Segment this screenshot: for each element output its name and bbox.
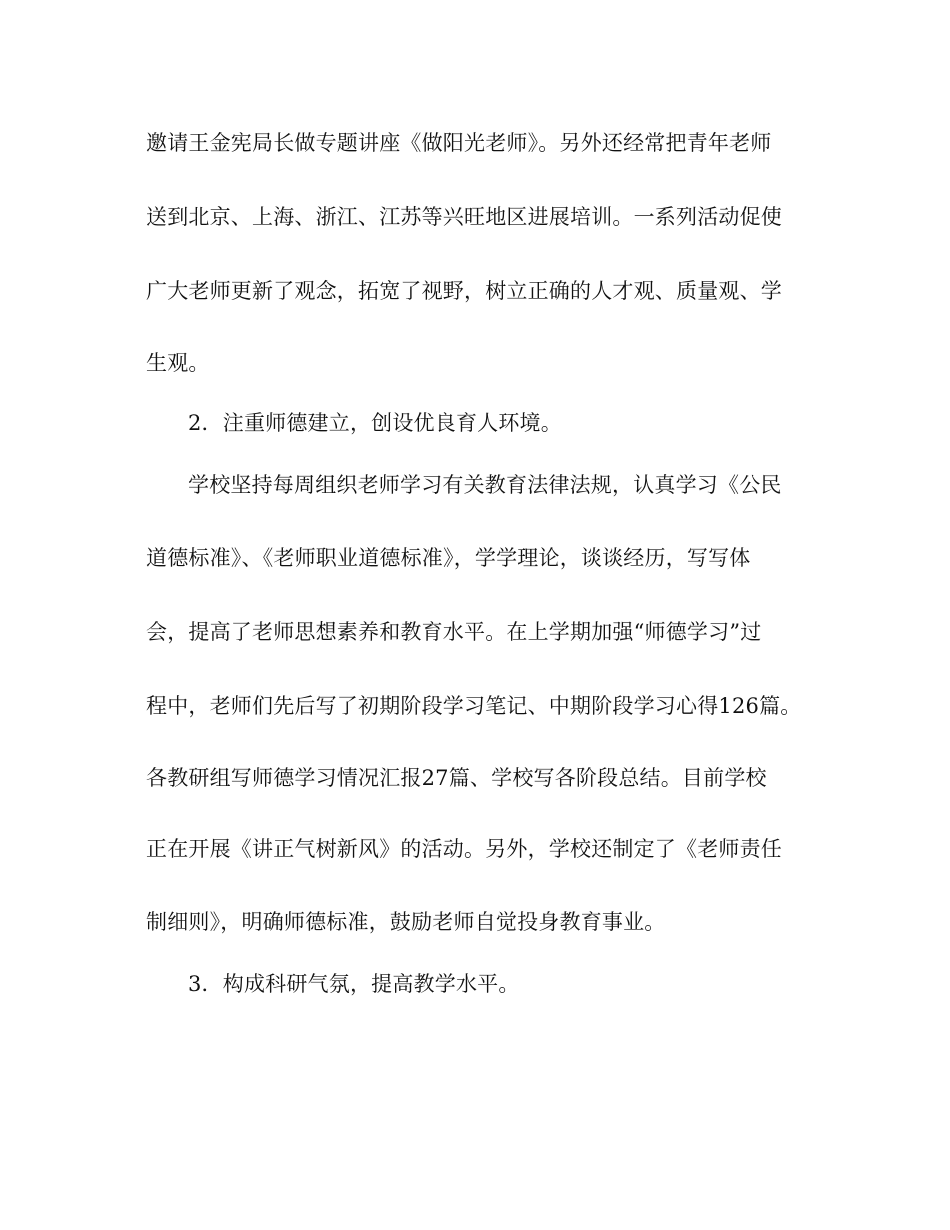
paragraph-line-12: 制细则》，明确师德标准，鼓励老师自觉投身教育事业。 — [146, 910, 666, 934]
paragraph-line-7: 道德标准》、《老师职业道德标准》，学学理论，谈谈经历，写写体 — [146, 546, 751, 570]
paragraph-line-10: 各教研组写师德学习情况汇报27篇、学校写各阶段总结。目前学校 — [146, 766, 767, 790]
section-heading-3: 3．构成科研气氛，提高教学水平。 — [188, 972, 520, 996]
paragraph-line-8: 会，提高了老师思想素养和教育水平。在上学期加强“师德学习”过 — [146, 620, 762, 644]
paragraph-line-3: 广大老师更新了观念，拓宽了视野，树立正确的人才观、质量观、学 — [146, 279, 782, 303]
paragraph-line-9: 程中，老师们先后写了初期阶段学习笔记、中期阶段学习心得126篇。 — [146, 694, 802, 718]
paragraph-line-4: 生观。 — [146, 351, 210, 375]
paragraph-line-11: 正在开展《讲正气树新风》的活动。另外，学校还制定了《老师责任 — [146, 837, 782, 861]
paragraph-line-6: 学校坚持每周组织老师学习有关教育法律法规，认真学习《公民 — [188, 473, 782, 497]
section-heading-2: 2．注重师德建立，创设优良育人环境。 — [188, 411, 562, 435]
paragraph-line-1: 邀请王金宪局长做专题讲座《做阳光老师》。另外还经常把青年老师 — [146, 131, 772, 155]
paragraph-line-2: 送到北京、上海、浙江、江苏等兴旺地区进展培训。一系列活动促使 — [146, 205, 782, 229]
